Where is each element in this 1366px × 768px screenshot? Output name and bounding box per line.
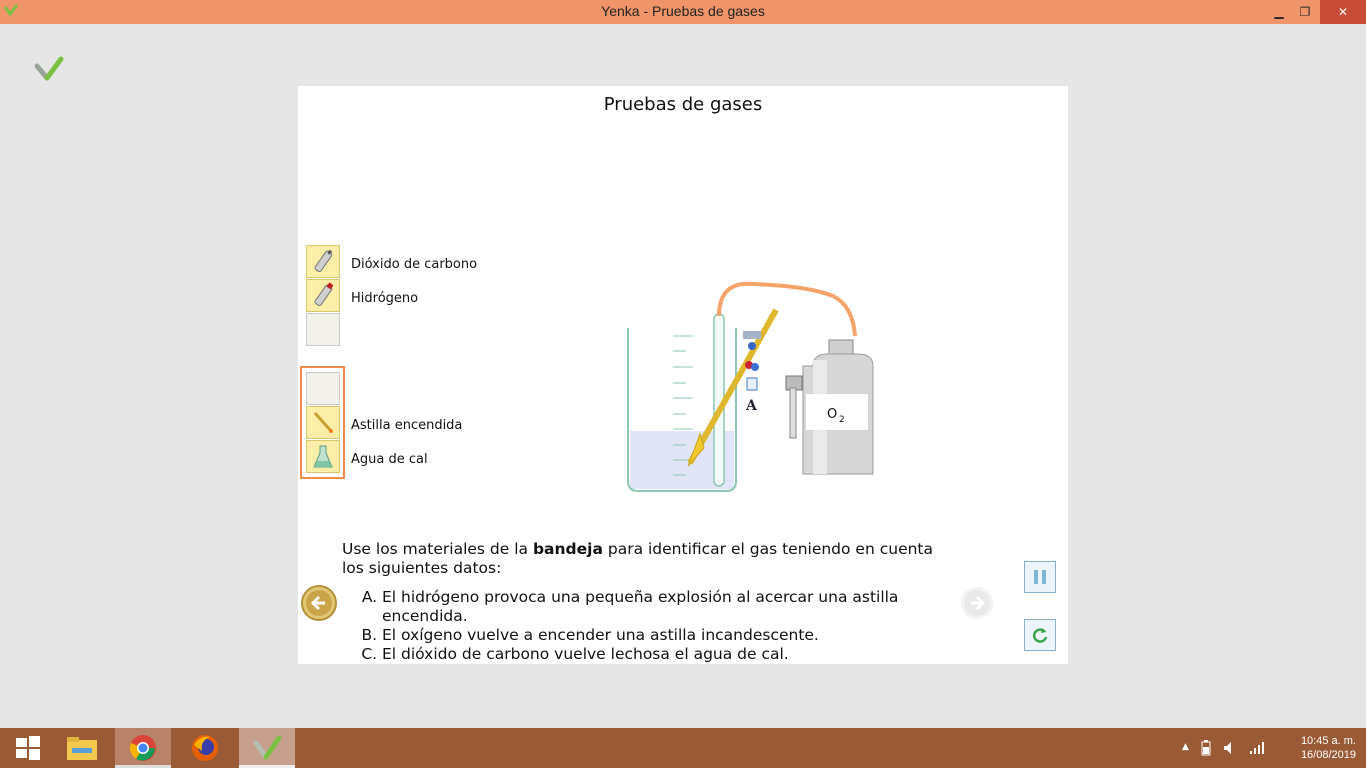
clock-time: 10:45 a. m. <box>1300 735 1356 747</box>
tray-overflow-icon[interactable]: ▲ <box>1182 742 1189 752</box>
taskbar <box>0 728 1366 768</box>
close-icon: ✕ <box>1337 5 1349 19</box>
gas-cylinder-red-icon <box>307 280 339 311</box>
system-tray <box>1182 740 1265 756</box>
tray-slot-empty[interactable] <box>306 372 340 405</box>
tray-slot-lit-splint[interactable] <box>306 406 340 439</box>
text-tool-icon: A <box>746 398 757 414</box>
info-icon <box>748 342 756 350</box>
close-button[interactable] <box>1320 0 1366 24</box>
restore-icon: ❐ <box>1299 5 1311 19</box>
restore-button[interactable] <box>1290 0 1320 24</box>
yenka-taskbar-button[interactable] <box>239 728 295 768</box>
instructions <box>342 540 942 664</box>
cylinder-cap <box>829 340 853 354</box>
yenka-icon <box>252 733 282 763</box>
cylinder-label-subscript: 2 <box>839 415 845 425</box>
instructions-list <box>342 588 942 664</box>
clock[interactable] <box>1301 734 1356 762</box>
network-signal-icon[interactable] <box>1249 740 1265 756</box>
tray-slot-empty[interactable] <box>306 313 340 346</box>
firefox-button[interactable] <box>177 728 233 768</box>
volume-icon[interactable] <box>1223 740 1237 756</box>
gas-apparatus-illustration[interactable] <box>618 276 888 496</box>
window-title: Yenka - Pruebas de gases <box>601 3 765 19</box>
clock-date: 16/08/2019 <box>1300 749 1356 761</box>
list-item: A. El hidrógeno provoca una pequeña explosión al acercar una astilla encendida. <box>382 588 942 626</box>
tray-label-hydrogen: Hidrógeno <box>351 291 419 306</box>
file-explorer-button[interactable] <box>54 728 110 768</box>
arrow-right-icon <box>968 594 986 612</box>
yenka-logo-icon[interactable] <box>34 54 64 84</box>
delivery-tube <box>719 284 855 336</box>
activity-panel <box>298 86 1068 664</box>
cylinder-label: O <box>827 407 838 422</box>
list-item: C. El dióxido de carbono vuelve lechosa el agua de cal. <box>382 645 942 664</box>
reset-button[interactable] <box>1024 619 1056 651</box>
list-item: B. El oxígeno vuelve a encender una astilla incandescente. <box>382 626 942 645</box>
lit-splint-icon <box>307 407 339 438</box>
gas-cylinder-icon <box>307 246 339 277</box>
next-page-button[interactable] <box>961 587 993 619</box>
battery-icon[interactable] <box>1201 740 1211 756</box>
window-title-bar <box>0 0 1366 24</box>
windows-icon <box>15 735 41 761</box>
limewater-flask-icon <box>307 441 339 472</box>
refresh-icon <box>1031 626 1049 644</box>
start-button[interactable] <box>0 728 56 768</box>
firefox-icon <box>190 733 220 763</box>
arrow-left-icon <box>310 594 328 612</box>
tray-label-carbon-dioxide: Dióxido de carbono <box>351 257 478 272</box>
pause-button[interactable] <box>1024 561 1056 593</box>
tray-slot-limewater[interactable] <box>306 440 340 473</box>
tray-label-limewater: Agua de cal <box>351 452 428 467</box>
previous-page-button[interactable] <box>303 587 335 619</box>
tray-label-lit-splint: Astilla encendida <box>351 418 463 433</box>
page-title: Pruebas de gases <box>603 94 763 115</box>
tray-slot-hydrogen[interactable] <box>306 279 340 312</box>
beaker-small-icon <box>747 378 757 390</box>
chrome-icon <box>128 733 158 763</box>
instructions-intro: Use los materiales de la bandeja para identificar el gas teniendo en cuenta los siguientes datos: <box>342 540 934 577</box>
pause-icon <box>1031 568 1049 586</box>
minimize-icon: ▁ <box>1274 5 1284 19</box>
tray-slot-carbon-dioxide[interactable] <box>306 245 340 278</box>
folder-icon <box>66 734 98 762</box>
chrome-button[interactable] <box>115 728 171 768</box>
